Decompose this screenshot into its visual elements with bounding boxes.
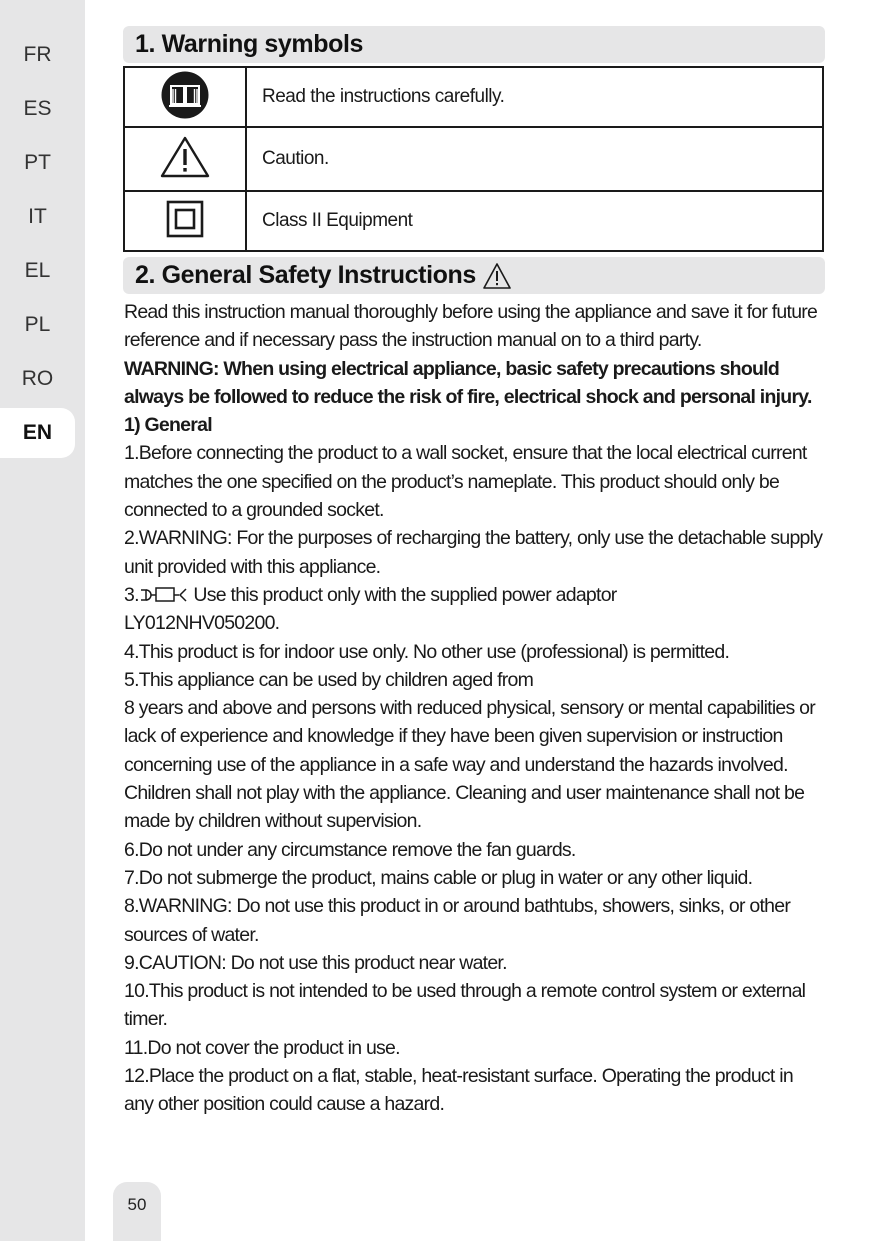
symbol-cell bbox=[124, 127, 246, 191]
lang-tab-el[interactable]: EL bbox=[24, 259, 51, 282]
instruction-item-2: 2.WARNING: For the purposes of recharging the battery, only use the detachable supply unit provided with this appliance. bbox=[124, 527, 823, 578]
lang-tab-pt[interactable]: PT bbox=[24, 151, 51, 174]
symbol-cell bbox=[124, 67, 246, 127]
warning-symbols-table bbox=[123, 66, 824, 252]
symbol-description: Caution. bbox=[246, 127, 823, 191]
warning-paragraph: WARNING: When using electrical appliance, basic safety precautions should always be followed to reduce the risk of fire, electrical shock and personal injury. bbox=[124, 357, 812, 408]
instruction-item-11: 11.Do not cover the product in use. bbox=[124, 1036, 400, 1059]
symbol-description: Class II Equipment bbox=[246, 191, 823, 251]
instruction-item-9: 9.CAUTION: Do not use this product near water. bbox=[124, 951, 507, 974]
symbol-description: Read the instructions carefully. bbox=[246, 67, 823, 127]
lang-tab-fr[interactable]: FR bbox=[23, 43, 52, 66]
instruction-item-8: 8.WARNING: Do not use this product in or around bathtubs, showers, sinks, or other sources of water. bbox=[124, 895, 791, 946]
table-row bbox=[124, 67, 823, 127]
section-1-header bbox=[123, 26, 825, 63]
lang-tab-pl[interactable]: PL bbox=[24, 313, 51, 336]
item-3-number: 3. bbox=[124, 583, 139, 606]
section-2-title: 2. General Safety Instructions bbox=[135, 261, 476, 289]
class-ii-equipment-icon bbox=[165, 199, 205, 239]
lang-tab-en-active[interactable]: EN bbox=[0, 408, 75, 458]
instruction-item-4: 4.This product is for indoor use only. No other use (professional) is permitted. bbox=[124, 640, 730, 663]
symbol-cell bbox=[124, 191, 246, 251]
table-row bbox=[124, 191, 823, 251]
instruction-item-5-line1: 5.This appliance can be used by children aged from bbox=[124, 668, 534, 691]
lang-tab-ro[interactable]: RO bbox=[21, 367, 54, 390]
instruction-item-3 bbox=[124, 581, 826, 638]
general-subheading: 1) General bbox=[124, 414, 212, 437]
intro-paragraph: Read this instruction manual thoroughly before using the appliance and save it for future reference and if necessary pass the instruction manual on to a third party. bbox=[124, 301, 818, 352]
instruction-item-5-rest: 8 years and above and persons with reduced physical, sensory or mental capabilities or lack of experience and knowledge if they have been given supervision or instruction concerning use of the appliance in a safe way and understand the hazards involved. Children shall not play with the appliance. Cleaning and user maintenance shall not be made by children without supervision. bbox=[124, 697, 816, 833]
section-2-header bbox=[123, 257, 825, 294]
item-3-text: Use this product only with the supplied power adaptor bbox=[188, 583, 617, 606]
power-adaptor-icon bbox=[139, 586, 189, 604]
lang-tab-it[interactable]: IT bbox=[28, 205, 47, 228]
instruction-item-7: 7.Do not submerge the product, mains cable or plug in water or any other liquid. bbox=[124, 866, 753, 889]
instruction-item-1: 1.Before connecting the product to a wall socket, ensure that the local electrical current matches the one specified on the product’s nameplate. This product should only be connected to a grounded socket. bbox=[124, 442, 807, 522]
safety-instructions-body bbox=[124, 298, 826, 1119]
lang-tab-es[interactable]: ES bbox=[23, 97, 52, 120]
caution-triangle-icon bbox=[159, 135, 211, 179]
adaptor-model-number: LY012NHV050200. bbox=[124, 612, 280, 635]
table-row bbox=[124, 127, 823, 191]
instruction-item-6: 6.Do not under any circumstance remove the fan guards. bbox=[124, 838, 576, 861]
page-number: 50 bbox=[113, 1182, 161, 1241]
language-sidebar bbox=[0, 0, 85, 1241]
caution-triangle-icon bbox=[482, 262, 512, 290]
section-1-title: 1. Warning symbols bbox=[135, 30, 364, 58]
instruction-item-10: 10.This product is not intended to be used through a remote control system or external timer. bbox=[124, 980, 806, 1031]
instruction-item-12: 12.Place the product on a flat, stable, heat-resistant surface. Operating the product in any other position could cause a hazard. bbox=[124, 1065, 793, 1116]
read-manual-icon bbox=[160, 70, 210, 120]
